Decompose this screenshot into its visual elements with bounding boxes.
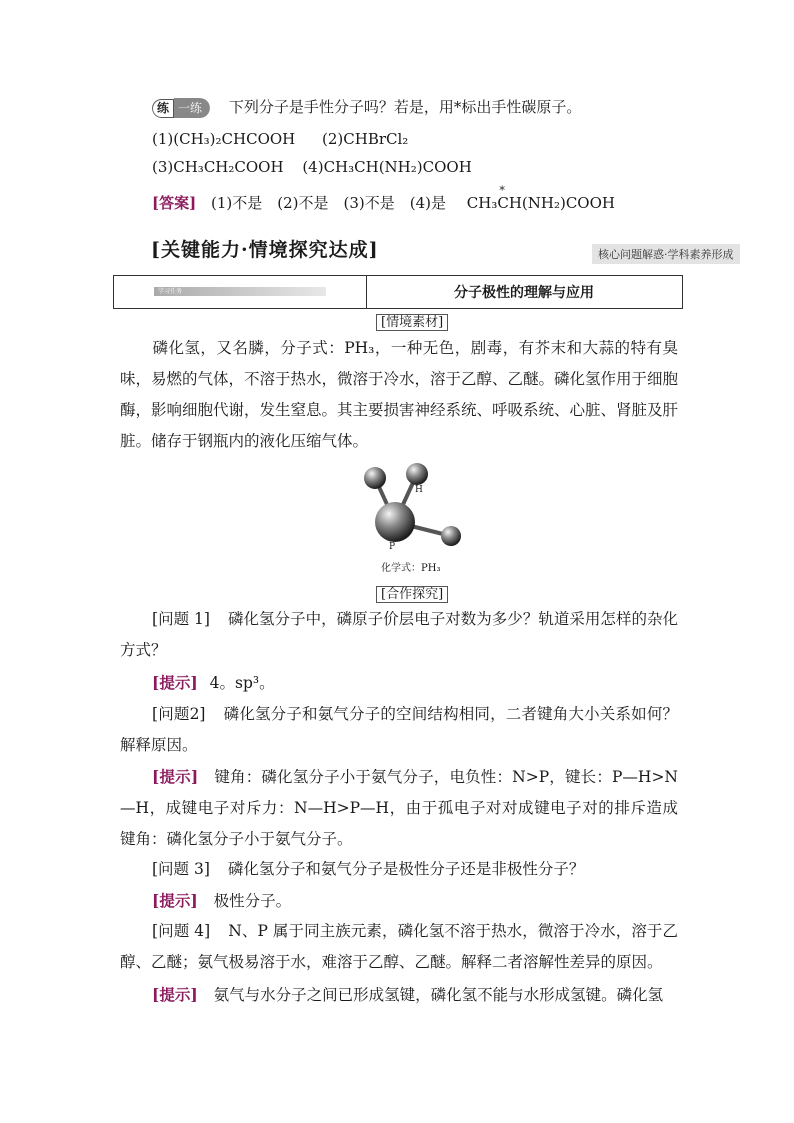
answer-label: [答案]	[152, 194, 197, 212]
h-atom-1	[364, 467, 386, 489]
figure-caption: 化学式：PH₃	[381, 563, 441, 574]
answer-text: (1)不是 (2)不是 (3)不是 (4)是	[210, 194, 446, 212]
section-title: [关键能力·情境探究达成]	[151, 239, 379, 261]
qa-1-answer	[120, 667, 678, 699]
practice-item-1: (1)(CH₃)₂CHCOOH	[152, 130, 296, 148]
qa-3-question	[120, 854, 678, 885]
material-paragraph	[120, 333, 678, 457]
qa-3-q-text: 磷化氢分子和氨气分子是极性分子还是非极性分子？	[227, 860, 585, 878]
practice-question: 下列分子是手性分子吗？若是，用*标出手性碳原子。	[228, 98, 582, 116]
qa-2-answer	[120, 761, 678, 855]
h-atom-2	[406, 463, 428, 485]
formula-pre: CH₃	[466, 194, 498, 212]
qa-3-a-label: [提示]	[152, 891, 198, 910]
chiral-carbon	[497, 184, 509, 213]
qa-2-a-text: 键角：磷化氢分子小于氨气分子，电负性：N>P，键长：P—H>N—H，成键电子对斥力：N—H>P—H，由于孤电子对对成键电子对的排斥造成键角：磷化氢分子小于氨气分子。	[120, 768, 678, 848]
practice-badge	[152, 98, 210, 118]
ph3-molecule-model	[355, 458, 475, 568]
practice-question-line	[152, 97, 581, 118]
practice-answer-line	[152, 184, 615, 213]
qa-4-a-text: 氨气与水分子之间已形成氢键，磷化氢不能与水形成氢键。磷化氢	[213, 986, 664, 1004]
qa-4-q-label: [问题 4]	[152, 922, 211, 940]
material-text: 磷化氢，又名膦，分子式：PH₃，一种无色，剧毒，有芥末和大蒜的特有臭味，易燃的气体，不溶于热水，微溶于冷水，溶于乙醇、乙醚。磷化氢作用于细胞酶，影响细胞代谢，发生窒息。其主要损害神经系统、呼吸系统、心脏、肾脏及肝脏。储存于钢瓶内的液化压缩气体。	[120, 339, 679, 450]
qa-4-a-label: [提示]	[152, 985, 198, 1004]
qa-1-a-label: [提示]	[152, 673, 198, 692]
p-atom	[375, 502, 415, 542]
task-left-label: 学习任务	[158, 288, 183, 295]
formula-c: C	[497, 194, 509, 212]
qa-3-q-label: [问题 3]	[152, 860, 210, 878]
qa-1-a-text: 4。sp³。	[209, 674, 275, 692]
practice-items-row2	[152, 157, 472, 177]
qa-4-answer	[120, 979, 678, 1011]
material-label: [情境素材]	[376, 314, 448, 331]
qa-1-q-label: [问题 1]	[152, 610, 210, 628]
material-label-box	[376, 312, 448, 331]
practice-item-3: (3)CH₃CH₂COOH	[152, 158, 284, 176]
coop-label: [合作探究]	[376, 586, 448, 603]
practice-badge-left: 练	[152, 99, 174, 118]
coop-label-box	[376, 584, 448, 603]
qa-1-q-text: 磷化氢分子中，磷原子价层电子对数为多少？轨道采用怎样的杂化方式？	[120, 610, 678, 659]
answer-formula	[466, 184, 615, 212]
qa-1-question	[120, 604, 678, 666]
task-left-cell	[114, 276, 367, 308]
qa-3-a-text: 极性分子。	[213, 892, 292, 910]
chiral-star: *	[499, 184, 505, 197]
task-title: 分子极性的理解与应用	[454, 285, 594, 301]
qa-2-question	[120, 699, 678, 761]
h-atom-3	[441, 526, 461, 546]
qa-3-answer	[120, 885, 678, 917]
practice-item-4: (4)CH₃CH(NH₂)COOH	[302, 158, 472, 176]
qa-2-q-label: [问题2]	[152, 705, 206, 723]
qa-2-a-label: [提示]	[152, 767, 199, 786]
qa-4-question	[120, 916, 678, 978]
label-h: H	[415, 485, 423, 495]
formula-post: H(NH₂)COOH	[508, 194, 615, 212]
practice-item-2: (2)CHBrCl₂	[322, 130, 409, 148]
label-p: P	[389, 542, 396, 552]
section-tag: 核心问题解惑·学科素养形成	[592, 244, 740, 264]
task-box	[113, 275, 683, 309]
practice-badge-right: 一练	[174, 98, 210, 118]
ph3-figure	[355, 458, 475, 568]
qa-4-q-text: N、P 属于同主族元素，磷化氢不溶于热水，微溶于冷水，溶于乙醇、乙醚；氨气极易溶于水，难溶于乙醇、乙醚。解释二者溶解性差异的原因。	[120, 922, 679, 971]
qa-2-q-text: 磷化氢分子和氨气分子的空间结构相同，二者键角大小关系如何？解释原因。	[120, 705, 678, 754]
practice-items-row1	[152, 129, 408, 149]
